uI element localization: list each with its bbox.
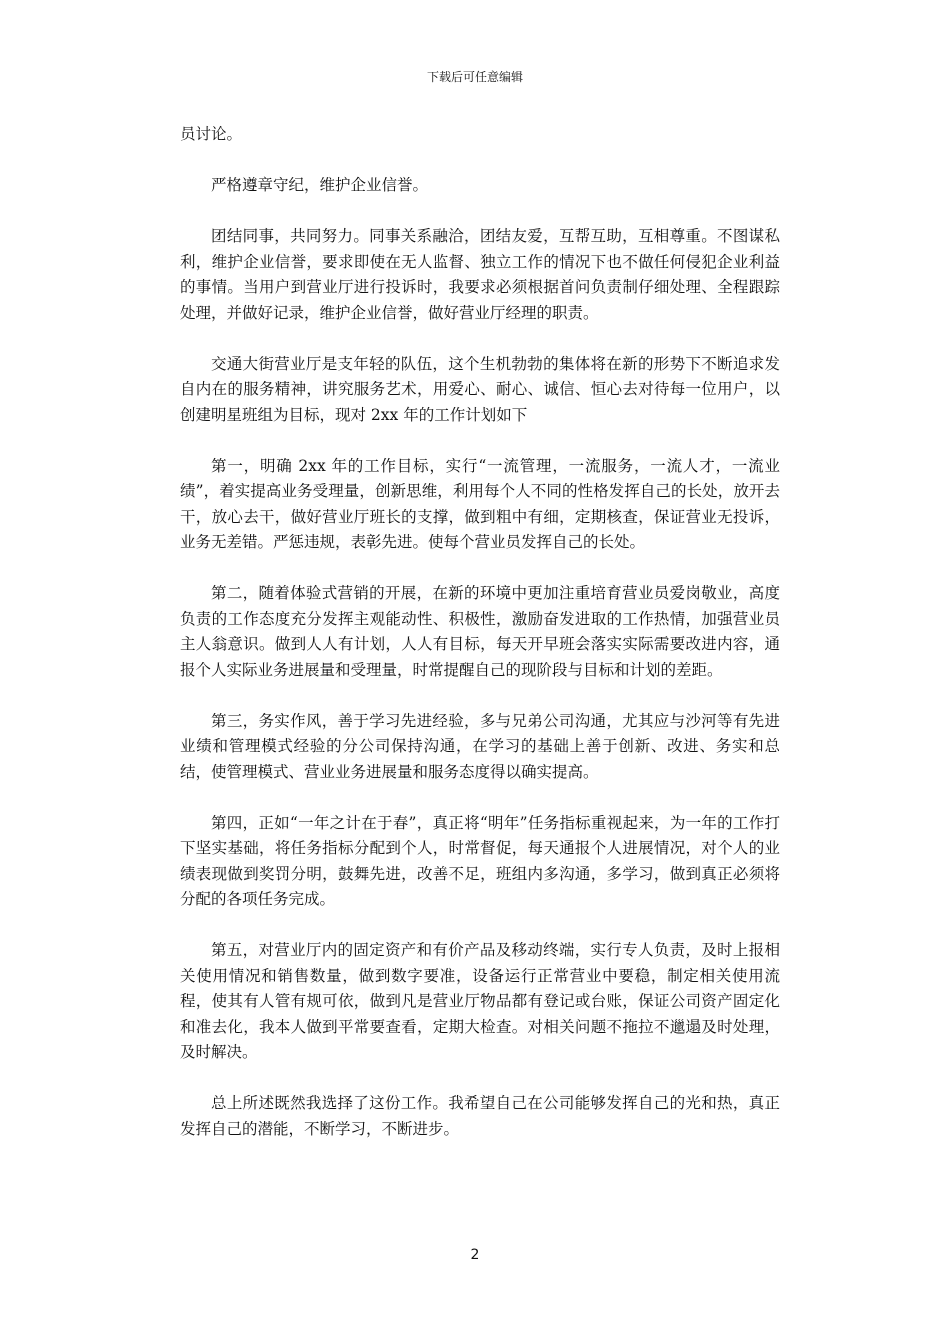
paragraph: 第一，明确 2xx 年的工作目标，实行“一流管理，一流服务，一流人才，一流业绩”，着实提高业务受理量，创新思维，利用每个人不同的性格发挥自己的长处，放开去干，放心去干，做好营业厅班长的支撑，做到粗中有细，定期核查，保证营业无投诉，业务无差错。严惩违规，表彰先进。使每个营业员发挥自己的长处。 bbox=[180, 456, 780, 551]
paragraph: 团结同事，共同努力。同事关系融洽，团结友爱，互帮互助，互相尊重。不图谋私利，维护企业信誉，要求即使在无人监督、独立工作的情况下也不做任何侵犯企业利益的事情。当用户到营业厅进行投诉时，我要求必须根据首问负责制仔细处理、全程跟踪处理，并做好记录，维护企业信誉，做好营业厅经理的职责。 bbox=[180, 227, 780, 322]
paragraph: 第四，正如“一年之计在于春”，真正将“明年”任务指标重视起来，为一年的工作打下坚实基础，将任务指标分配到个人，时常督促，每天通报个人进展情况，对个人的业绩表现做到奖罚分明，鼓舞先进，改善不足，班组内多沟通，多学习，做到真正必须将分配的各项任务完成。 bbox=[180, 813, 780, 908]
page-header: 下载后可任意编辑 bbox=[426, 70, 523, 84]
paragraph: 第二，随着体验式营销的开展，在新的环境中更加注重培育营业员爱岗敬业，高度负责的工作态度充分发挥主观能动性、积极性，激励奋发进取的工作热情，加强营业员主人翁意识。做到人人有计划，人人有目标，每天开早班会落实实际需要改进内容，通报个人实际业务进展量和受理量，时常提醒自己的现阶段与目标和计划的差距。 bbox=[180, 584, 780, 679]
paragraph: 交通大街营业厅是支年轻的队伍，这个生机勃勃的集体将在新的形势下不断追求发自内在的服务精神，讲究服务艺术，用爱心、耐心、诚信、恒心去对待每一位用户，以创建明星班组为目标，现对 2xx 年的工作计划如下 bbox=[180, 354, 780, 424]
paragraph-continuation: 员讨论。 bbox=[180, 125, 243, 143]
paragraph: 严格遵章守纪，维护企业信誉。 bbox=[211, 176, 429, 194]
paragraph: 第五，对营业厅内的固定资产和有价产品及移动终端，实行专人负责，及时上报相关使用情况和销售数量，做到数字要准，设备运行正常营业中要稳，制定相关使用流程，使其有人管有规可依，做到凡是营业厅物品都有登记或台账，保证公司资产固定化和准去化，我本人做到平常要查看，定期大检查。对相关问题不拖拉不邋遢及时处理，及时解决。 bbox=[180, 941, 780, 1061]
paragraph: 第三，务实作风，善于学习先进经验，多与兄弟公司沟通，尤其应与沙河等有先进业绩和管理模式经验的分公司保持沟通，在学习的基础上善于创新、改进、务实和总结，使管理模式、营业业务进展量和服务态度得以确实提高。 bbox=[180, 711, 780, 781]
page-number: 2 bbox=[470, 1247, 480, 1263]
document-body bbox=[180, 122, 780, 1168]
paragraph: 总上所述既然我选择了这份工作。我希望自己在公司能够发挥自己的光和热，真正发挥自己的潜能，不断学习，不断进步。 bbox=[180, 1094, 780, 1138]
